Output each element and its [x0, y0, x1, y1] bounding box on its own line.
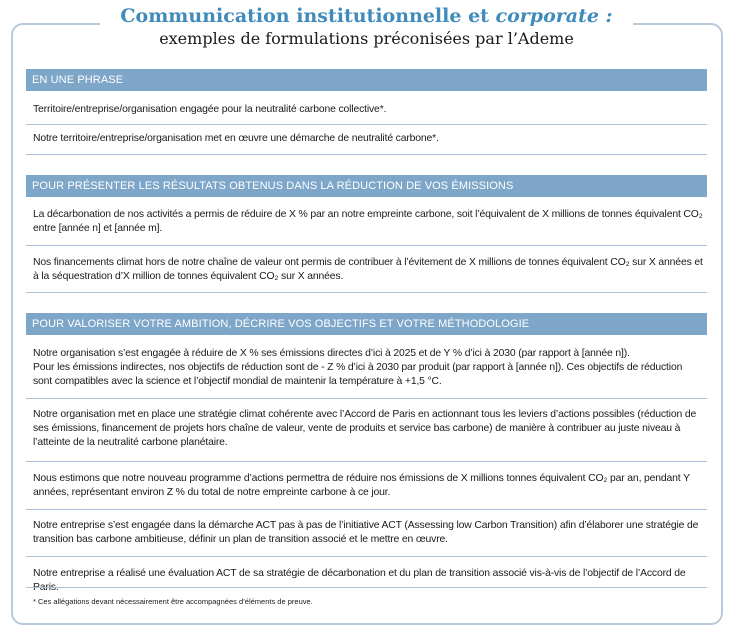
list-item: [33, 347, 703, 389]
title-plain: Communication institutionnelle et: [120, 5, 496, 27]
list-item: Territoire/entreprise/organisation engagée pour la neutralité carbone collective*.: [33, 104, 387, 115]
section-header-ambition: POUR VALORISER VOTRE AMBITION, DÉCRIRE VOS OBJECTIFS ET VOTRE MÉTHODOLOGIE: [26, 313, 707, 335]
footnote: * Ces allégations devant nécessairement être accompagnées d’éléments de preuve.: [33, 597, 313, 606]
section-header-une-phrase: EN UNE PHRASE: [26, 69, 707, 91]
list-item: Notre entreprise a réalisé une évaluation ACT de sa stratégie de décarbonation et du plan de transition associé vis-à-vis de l’objectif de l’Accord de Paris.: [33, 568, 686, 593]
list-item-line: Notre organisation s’est engagée à réduire de X % ses émissions directes d’ici à 2025 et de Y % d’ici à 2030 (par rapport à [année n]).: [33, 348, 630, 359]
divider: [26, 461, 707, 462]
divider: [26, 509, 707, 510]
list-item: Nous estimons que notre nouveau programme d’actions permettra de réduire nos émissions de X millions tonnes équivalent CO₂ par an, pendant Y années, représentant environ Z % du total de notre empreinte carbone à ce jour.: [33, 473, 690, 498]
divider: [26, 587, 707, 588]
divider: [26, 245, 707, 246]
divider: [26, 154, 707, 155]
list-item: Notre entreprise s’est engagée dans la démarche ACT pas à pas de l’initiative ACT (Assessing low Carbon Transition) afin d’élaborer une stratégie de transition bas carbone ambitieuse, définir un plan de transition associé et le mettre en œuvre.: [33, 520, 699, 545]
title-line-2: exemples de formulations préconisées par l’Ademe: [159, 29, 574, 48]
list-item: La décarbonation de nos activités a permis de réduire de X % par an notre empreinte carbone, soit l’équivalent de X millions de tonnes équivalent CO₂ entre [année n] et [année m].: [33, 209, 703, 234]
section-header-resultats: POUR PRÉSENTER LES RÉSULTATS OBTENUS DANS LA RÉDUCTION DE VOS ÉMISSIONS: [26, 175, 707, 197]
page-title: [100, 4, 633, 50]
title-line-1: [100, 4, 633, 28]
list-item: Nos financements climat hors de notre chaîne de valeur ont permis de contribuer à l’évitement de X millions de tonnes équivalent CO₂ sur X années et à la séquestration d’X million de tonnes équivalent CO₂ sur X années.: [33, 257, 703, 282]
list-item-line: Pour les émissions indirectes, nos objectifs de réduction sont de - Z % d’ici à 2030 par produit (par rapport à [année n]). Ces objectifs de réduction sont compatibles avec la science et l’objectif mondial de maintenir la température à +1,5 °C.: [33, 362, 683, 387]
list-item: Notre territoire/entreprise/organisation met en œuvre une démarche de neutralité carbone*.: [33, 133, 439, 144]
divider: [26, 398, 707, 399]
divider: [26, 124, 707, 125]
title-italic: corporate :: [495, 5, 613, 27]
divider: [26, 556, 707, 557]
list-item: Notre organisation met en place une stratégie climat cohérente avec l’Accord de Paris en actionnant tous les leviers d’actions possibles (réduction de ses émissions, financement de projets hors chaîne de valeur, vente de produits et service bas carbone) de manière à contribuer au juste niveau à l’atteinte de la neutralité carbone planétaire.: [33, 409, 697, 448]
divider: [26, 292, 707, 293]
